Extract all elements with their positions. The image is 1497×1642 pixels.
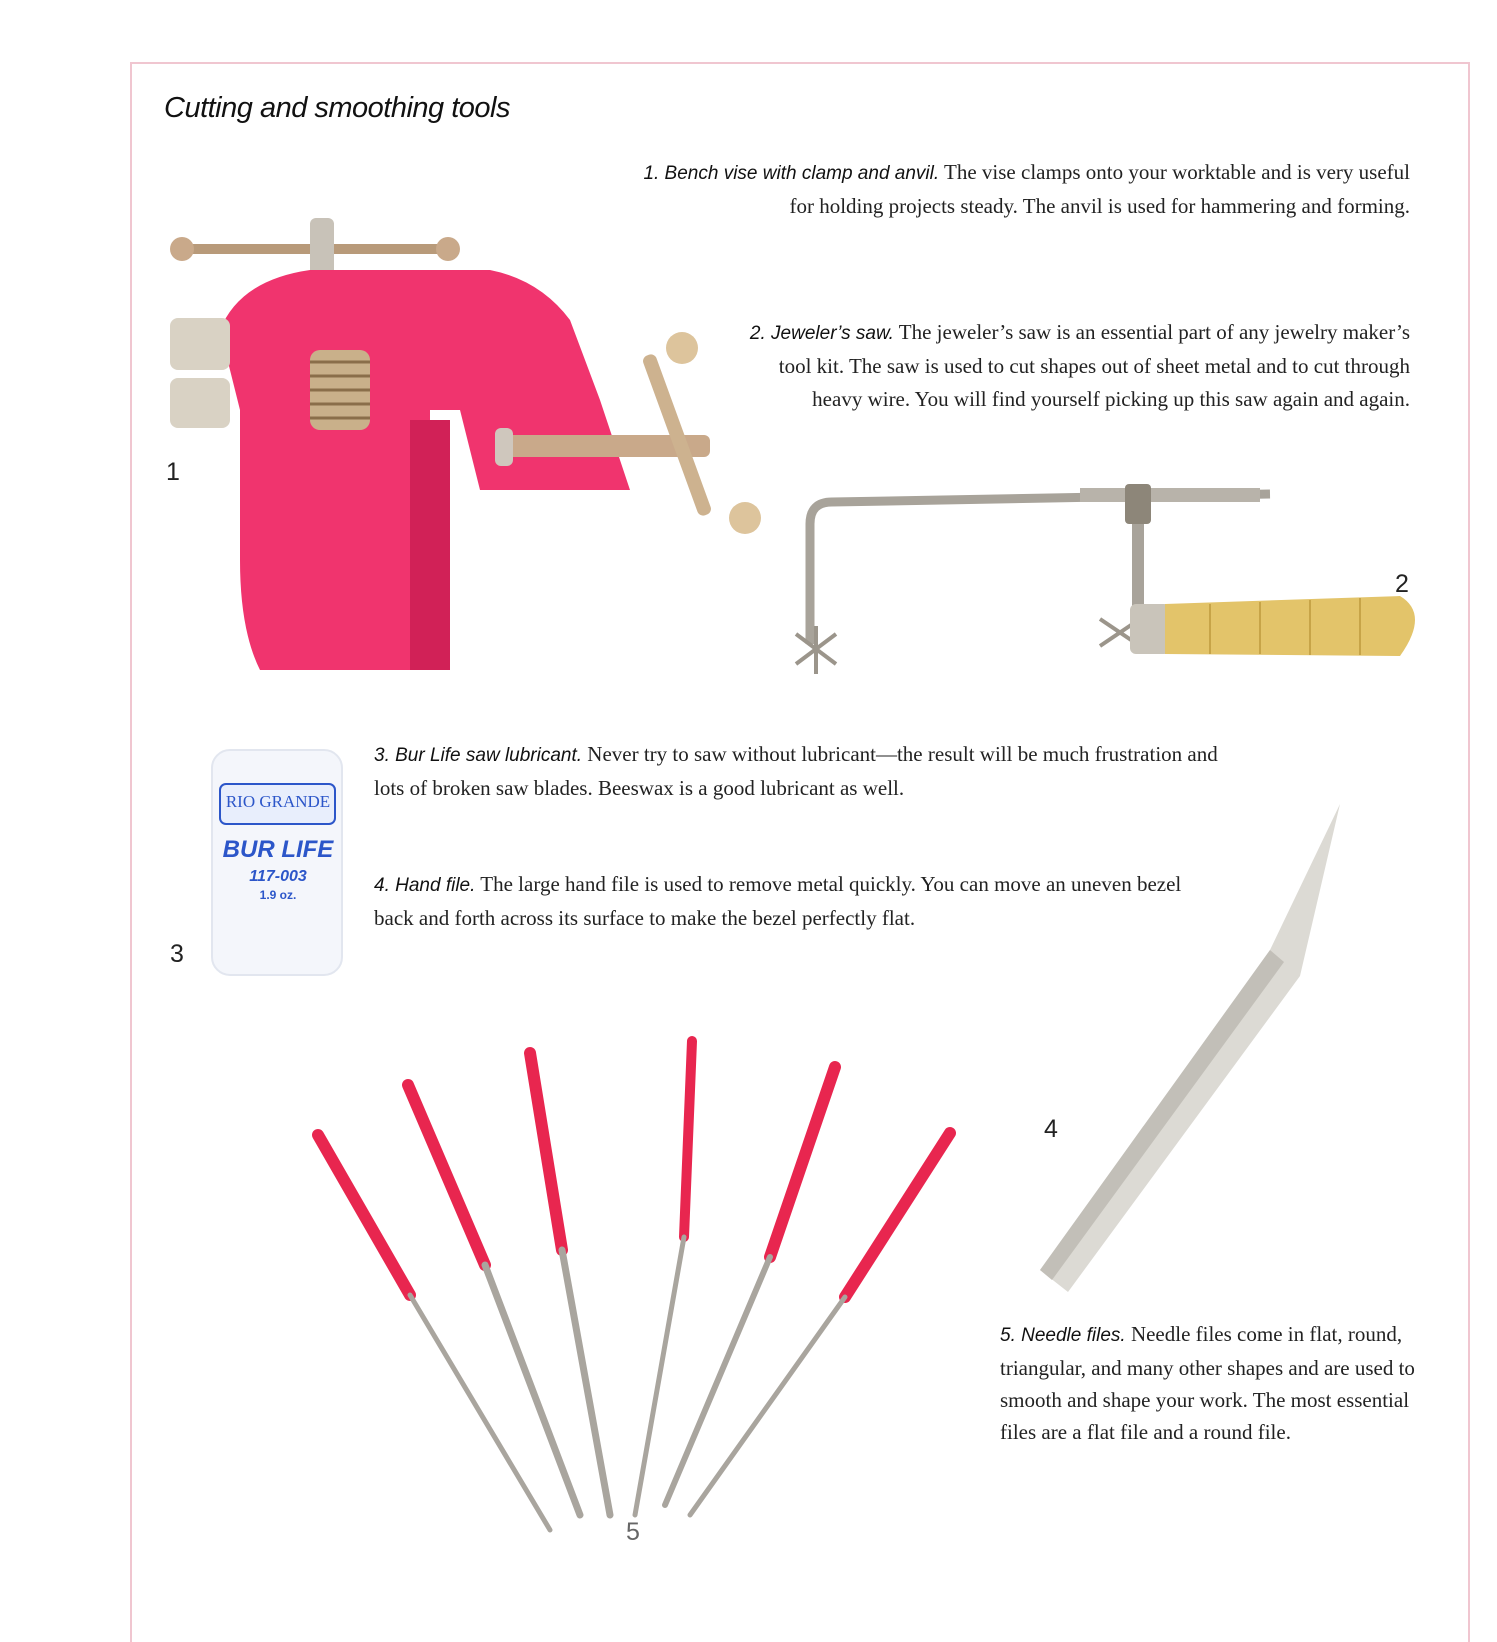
lubricant-weight-label: 1.9 oz.	[259, 888, 297, 902]
caption-text: Needle files come in flat, round, triangular, and many other shapes and are used to smooth and shape your work. The most essential files are a flat file and a round file.	[1000, 1322, 1415, 1444]
bench-vise-image	[160, 210, 780, 680]
caption-needle-files	[1000, 1318, 1432, 1448]
caption-text: Never try to saw without lubricant—the result will be much frustration and lots of broken saw blades. Beeswax is a good lubricant as well.	[374, 742, 1218, 800]
jewelers-saw-image	[790, 484, 1430, 694]
figure-number-5: 5	[626, 1518, 640, 1546]
figure-number-1: 1	[166, 458, 180, 486]
hand-file-image	[1040, 800, 1350, 1300]
lubricant-brand-label: RIO GRANDE	[225, 792, 331, 811]
figure-number-3: 3	[170, 940, 184, 968]
caption-lead: 4. Hand file.	[374, 875, 476, 896]
caption-bur-life	[374, 738, 1224, 805]
lubricant-product-label: BUR LIFE	[222, 836, 334, 863]
caption-jewelers-saw	[735, 316, 1410, 416]
caption-text: The large hand file is used to remove metal quickly. You can move an uneven bezel back and forth across its surface to make the bezel perfectly flat.	[374, 872, 1182, 930]
caption-lead: 2. Jeweler’s saw.	[749, 323, 894, 344]
needle-file-handle-1	[318, 1135, 410, 1295]
page-heading: Cutting and smoothing tools	[164, 92, 510, 124]
lubricant-code-label: 117-003	[249, 868, 307, 885]
figure-number-4: 4	[1044, 1115, 1058, 1143]
caption-text: The jeweler’s saw is an essential part of any jewelry maker’s tool kit. The saw is used to cut shapes out of sheet metal and to cut through heavy wire. You will find yourself picking up this saw again and again.	[778, 320, 1410, 411]
caption-lead: 1. Bench vise with clamp and anvil.	[643, 163, 940, 184]
caption-lead: 3. Bur Life saw lubricant.	[374, 745, 583, 766]
figure-number-2: 2	[1395, 570, 1409, 598]
needle-files-image	[300, 1025, 980, 1535]
caption-text: The vise clamps onto your worktable and is very useful for holding projects steady. The anvil is used for hammering and forming.	[789, 160, 1410, 218]
caption-lead: 5. Needle files.	[1000, 1325, 1126, 1346]
